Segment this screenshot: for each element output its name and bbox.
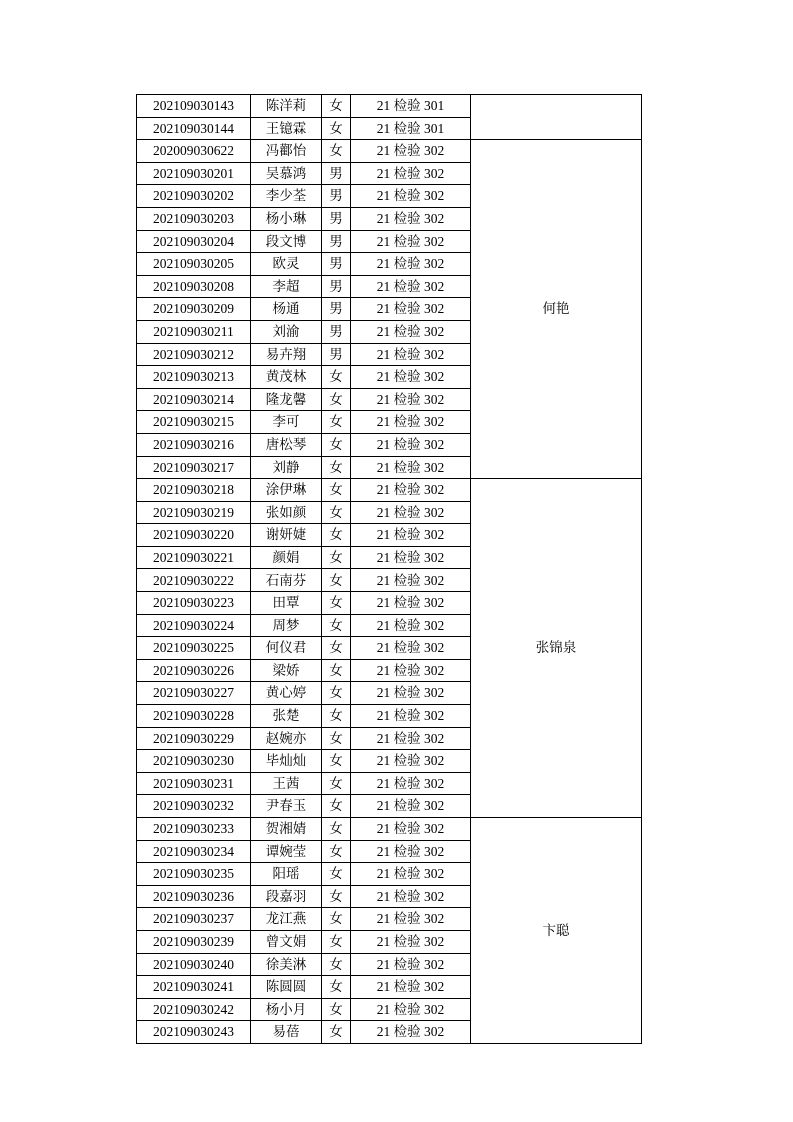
cell-class: 21 检验 302 <box>351 727 471 750</box>
cell-class: 21 检验 301 <box>351 95 471 118</box>
cell-student-id: 202109030242 <box>137 998 251 1021</box>
cell-class: 21 检验 302 <box>351 750 471 773</box>
cell-student-name: 毕灿灿 <box>251 750 322 773</box>
cell-class: 21 检验 302 <box>351 456 471 479</box>
cell-student-id: 202109030236 <box>137 885 251 908</box>
cell-gender: 男 <box>322 185 351 208</box>
cell-student-id: 202109030215 <box>137 411 251 434</box>
cell-gender: 男 <box>322 162 351 185</box>
cell-class: 21 检验 302 <box>351 253 471 276</box>
cell-class: 21 检验 302 <box>351 840 471 863</box>
cell-gender: 女 <box>322 117 351 140</box>
cell-class: 21 检验 302 <box>351 569 471 592</box>
cell-student-name: 田覃 <box>251 592 322 615</box>
cell-gender: 女 <box>322 953 351 976</box>
cell-class: 21 检验 302 <box>351 275 471 298</box>
cell-class: 21 检验 302 <box>351 592 471 615</box>
cell-gender: 女 <box>322 908 351 931</box>
cell-student-name: 张如颜 <box>251 501 322 524</box>
cell-class: 21 检验 302 <box>351 885 471 908</box>
cell-student-name: 谢妍婕 <box>251 524 322 547</box>
cell-student-id: 202109030239 <box>137 930 251 953</box>
cell-student-name: 谭婉莹 <box>251 840 322 863</box>
cell-class: 21 检验 302 <box>351 682 471 705</box>
cell-class: 21 检验 302 <box>351 659 471 682</box>
cell-student-name: 陈圆圆 <box>251 976 322 999</box>
cell-student-id: 202109030219 <box>137 501 251 524</box>
cell-gender: 女 <box>322 682 351 705</box>
cell-student-id: 202109030235 <box>137 863 251 886</box>
cell-student-name: 易蓓 <box>251 1021 322 1044</box>
cell-student-name: 梁娇 <box>251 659 322 682</box>
cell-student-name: 尹春玉 <box>251 795 322 818</box>
cell-student-id: 202109030223 <box>137 592 251 615</box>
cell-student-id: 202109030227 <box>137 682 251 705</box>
cell-student-name: 贺湘婧 <box>251 818 322 841</box>
cell-student-name: 冯酄怡 <box>251 140 322 163</box>
cell-student-id: 202109030233 <box>137 818 251 841</box>
cell-class: 21 检验 302 <box>351 818 471 841</box>
cell-student-id: 202109030218 <box>137 479 251 502</box>
cell-class: 21 检验 302 <box>351 298 471 321</box>
cell-student-name: 涂伊琳 <box>251 479 322 502</box>
cell-student-name: 唐松琴 <box>251 433 322 456</box>
cell-gender: 女 <box>322 411 351 434</box>
cell-class: 21 检验 302 <box>351 162 471 185</box>
cell-gender: 女 <box>322 1021 351 1044</box>
cell-gender: 女 <box>322 705 351 728</box>
table-row <box>137 818 642 841</box>
student-roster-table <box>136 94 642 1044</box>
cell-student-id: 202109030202 <box>137 185 251 208</box>
cell-student-name: 黄茂林 <box>251 366 322 389</box>
cell-student-id: 202109030203 <box>137 207 251 230</box>
cell-student-name: 段文博 <box>251 230 322 253</box>
table-row <box>137 479 642 502</box>
cell-student-name: 颜娟 <box>251 546 322 569</box>
cell-student-id: 202109030243 <box>137 1021 251 1044</box>
cell-student-name: 张楚 <box>251 705 322 728</box>
cell-class: 21 检验 302 <box>351 479 471 502</box>
cell-student-name: 李少荃 <box>251 185 322 208</box>
cell-gender: 女 <box>322 546 351 569</box>
roster-table-body <box>137 95 642 1044</box>
cell-class: 21 检验 302 <box>351 185 471 208</box>
cell-student-name: 吴慕鸿 <box>251 162 322 185</box>
cell-class: 21 检验 302 <box>351 207 471 230</box>
cell-student-id: 202109030226 <box>137 659 251 682</box>
cell-student-id: 202109030234 <box>137 840 251 863</box>
cell-class: 21 检验 302 <box>351 998 471 1021</box>
cell-student-name: 曾文娟 <box>251 930 322 953</box>
cell-gender: 女 <box>322 750 351 773</box>
cell-gender: 女 <box>322 659 351 682</box>
cell-gender: 女 <box>322 366 351 389</box>
cell-gender: 女 <box>322 456 351 479</box>
cell-student-name: 王镱霖 <box>251 117 322 140</box>
cell-gender: 男 <box>322 253 351 276</box>
cell-gender: 女 <box>322 433 351 456</box>
cell-student-name: 隆龙馨 <box>251 388 322 411</box>
cell-student-id: 202109030204 <box>137 230 251 253</box>
cell-class: 21 检验 302 <box>351 908 471 931</box>
cell-student-id: 202009030622 <box>137 140 251 163</box>
cell-gender: 女 <box>322 998 351 1021</box>
cell-class: 21 检验 302 <box>351 772 471 795</box>
cell-student-name: 何仪君 <box>251 637 322 660</box>
cell-student-name: 刘渝 <box>251 320 322 343</box>
cell-gender: 女 <box>322 930 351 953</box>
cell-gender: 女 <box>322 885 351 908</box>
cell-gender: 女 <box>322 818 351 841</box>
cell-class: 21 检验 302 <box>351 1021 471 1044</box>
cell-gender: 女 <box>322 863 351 886</box>
cell-gender: 男 <box>322 275 351 298</box>
cell-gender: 女 <box>322 976 351 999</box>
cell-student-id: 202109030230 <box>137 750 251 773</box>
cell-student-name: 杨小琳 <box>251 207 322 230</box>
cell-student-id: 202109030240 <box>137 953 251 976</box>
cell-class: 21 检验 302 <box>351 433 471 456</box>
cell-student-name: 刘静 <box>251 456 322 479</box>
cell-gender: 男 <box>322 343 351 366</box>
cell-student-name: 龙江燕 <box>251 908 322 931</box>
cell-student-id: 202109030213 <box>137 366 251 389</box>
cell-gender: 女 <box>322 637 351 660</box>
cell-student-id: 202109030220 <box>137 524 251 547</box>
cell-student-id: 202109030214 <box>137 388 251 411</box>
cell-gender: 女 <box>322 727 351 750</box>
cell-gender: 女 <box>322 95 351 118</box>
cell-class: 21 检验 302 <box>351 366 471 389</box>
cell-gender: 女 <box>322 479 351 502</box>
cell-student-id: 202109030216 <box>137 433 251 456</box>
cell-student-id: 202109030209 <box>137 298 251 321</box>
cell-student-name: 段嘉羽 <box>251 885 322 908</box>
cell-student-id: 202109030224 <box>137 614 251 637</box>
cell-student-id: 202109030143 <box>137 95 251 118</box>
cell-class: 21 检验 302 <box>351 930 471 953</box>
cell-student-name: 周梦 <box>251 614 322 637</box>
cell-student-id: 202109030222 <box>137 569 251 592</box>
cell-class: 21 检验 302 <box>351 140 471 163</box>
cell-gender: 男 <box>322 207 351 230</box>
cell-student-name: 徐美淋 <box>251 953 322 976</box>
cell-gender: 女 <box>322 569 351 592</box>
cell-gender: 女 <box>322 795 351 818</box>
table-row <box>137 95 642 118</box>
cell-gender: 女 <box>322 524 351 547</box>
cell-student-id: 202109030232 <box>137 795 251 818</box>
cell-class: 21 检验 302 <box>351 501 471 524</box>
cell-student-id: 202109030241 <box>137 976 251 999</box>
cell-student-id: 202109030201 <box>137 162 251 185</box>
cell-class: 21 检验 302 <box>351 614 471 637</box>
cell-class: 21 检验 302 <box>351 637 471 660</box>
cell-gender: 女 <box>322 140 351 163</box>
cell-student-name: 杨通 <box>251 298 322 321</box>
cell-gender: 女 <box>322 388 351 411</box>
cell-gender: 女 <box>322 614 351 637</box>
cell-gender: 女 <box>322 840 351 863</box>
cell-class: 21 检验 302 <box>351 388 471 411</box>
cell-student-name: 陈洋莉 <box>251 95 322 118</box>
cell-student-id: 202109030225 <box>137 637 251 660</box>
cell-gender: 女 <box>322 592 351 615</box>
cell-student-name: 李超 <box>251 275 322 298</box>
cell-class: 21 检验 302 <box>351 953 471 976</box>
cell-student-name: 阳瑶 <box>251 863 322 886</box>
cell-student-name: 易卉翔 <box>251 343 322 366</box>
cell-student-id: 202109030144 <box>137 117 251 140</box>
cell-gender: 男 <box>322 298 351 321</box>
cell-student-name: 杨小月 <box>251 998 322 1021</box>
cell-student-id: 202109030231 <box>137 772 251 795</box>
cell-student-name: 李可 <box>251 411 322 434</box>
cell-class: 21 检验 302 <box>351 343 471 366</box>
cell-class: 21 检验 301 <box>351 117 471 140</box>
cell-class: 21 检验 302 <box>351 546 471 569</box>
cell-student-id: 202109030229 <box>137 727 251 750</box>
cell-student-name: 王茜 <box>251 772 322 795</box>
cell-class: 21 检验 302 <box>351 230 471 253</box>
cell-student-name: 黄心婷 <box>251 682 322 705</box>
table-row <box>137 140 642 163</box>
cell-student-id: 202109030211 <box>137 320 251 343</box>
cell-student-id: 202109030237 <box>137 908 251 931</box>
cell-teacher: 张锦泉 <box>471 479 642 818</box>
cell-gender: 男 <box>322 320 351 343</box>
cell-gender: 女 <box>322 501 351 524</box>
cell-class: 21 检验 302 <box>351 976 471 999</box>
cell-gender: 男 <box>322 230 351 253</box>
cell-student-id: 202109030205 <box>137 253 251 276</box>
cell-student-name: 赵婉亦 <box>251 727 322 750</box>
cell-student-id: 202109030212 <box>137 343 251 366</box>
cell-class: 21 检验 302 <box>351 524 471 547</box>
cell-student-name: 欧灵 <box>251 253 322 276</box>
cell-class: 21 检验 302 <box>351 705 471 728</box>
cell-student-id: 202109030217 <box>137 456 251 479</box>
cell-class: 21 检验 302 <box>351 411 471 434</box>
cell-class: 21 检验 302 <box>351 795 471 818</box>
cell-teacher: 何艳 <box>471 140 642 479</box>
cell-student-id: 202109030208 <box>137 275 251 298</box>
cell-student-name: 石南芬 <box>251 569 322 592</box>
cell-gender: 女 <box>322 772 351 795</box>
cell-teacher: 卞聪 <box>471 818 642 1044</box>
cell-student-id: 202109030221 <box>137 546 251 569</box>
cell-student-id: 202109030228 <box>137 705 251 728</box>
cell-teacher <box>471 95 642 140</box>
cell-class: 21 检验 302 <box>351 320 471 343</box>
cell-class: 21 检验 302 <box>351 863 471 886</box>
